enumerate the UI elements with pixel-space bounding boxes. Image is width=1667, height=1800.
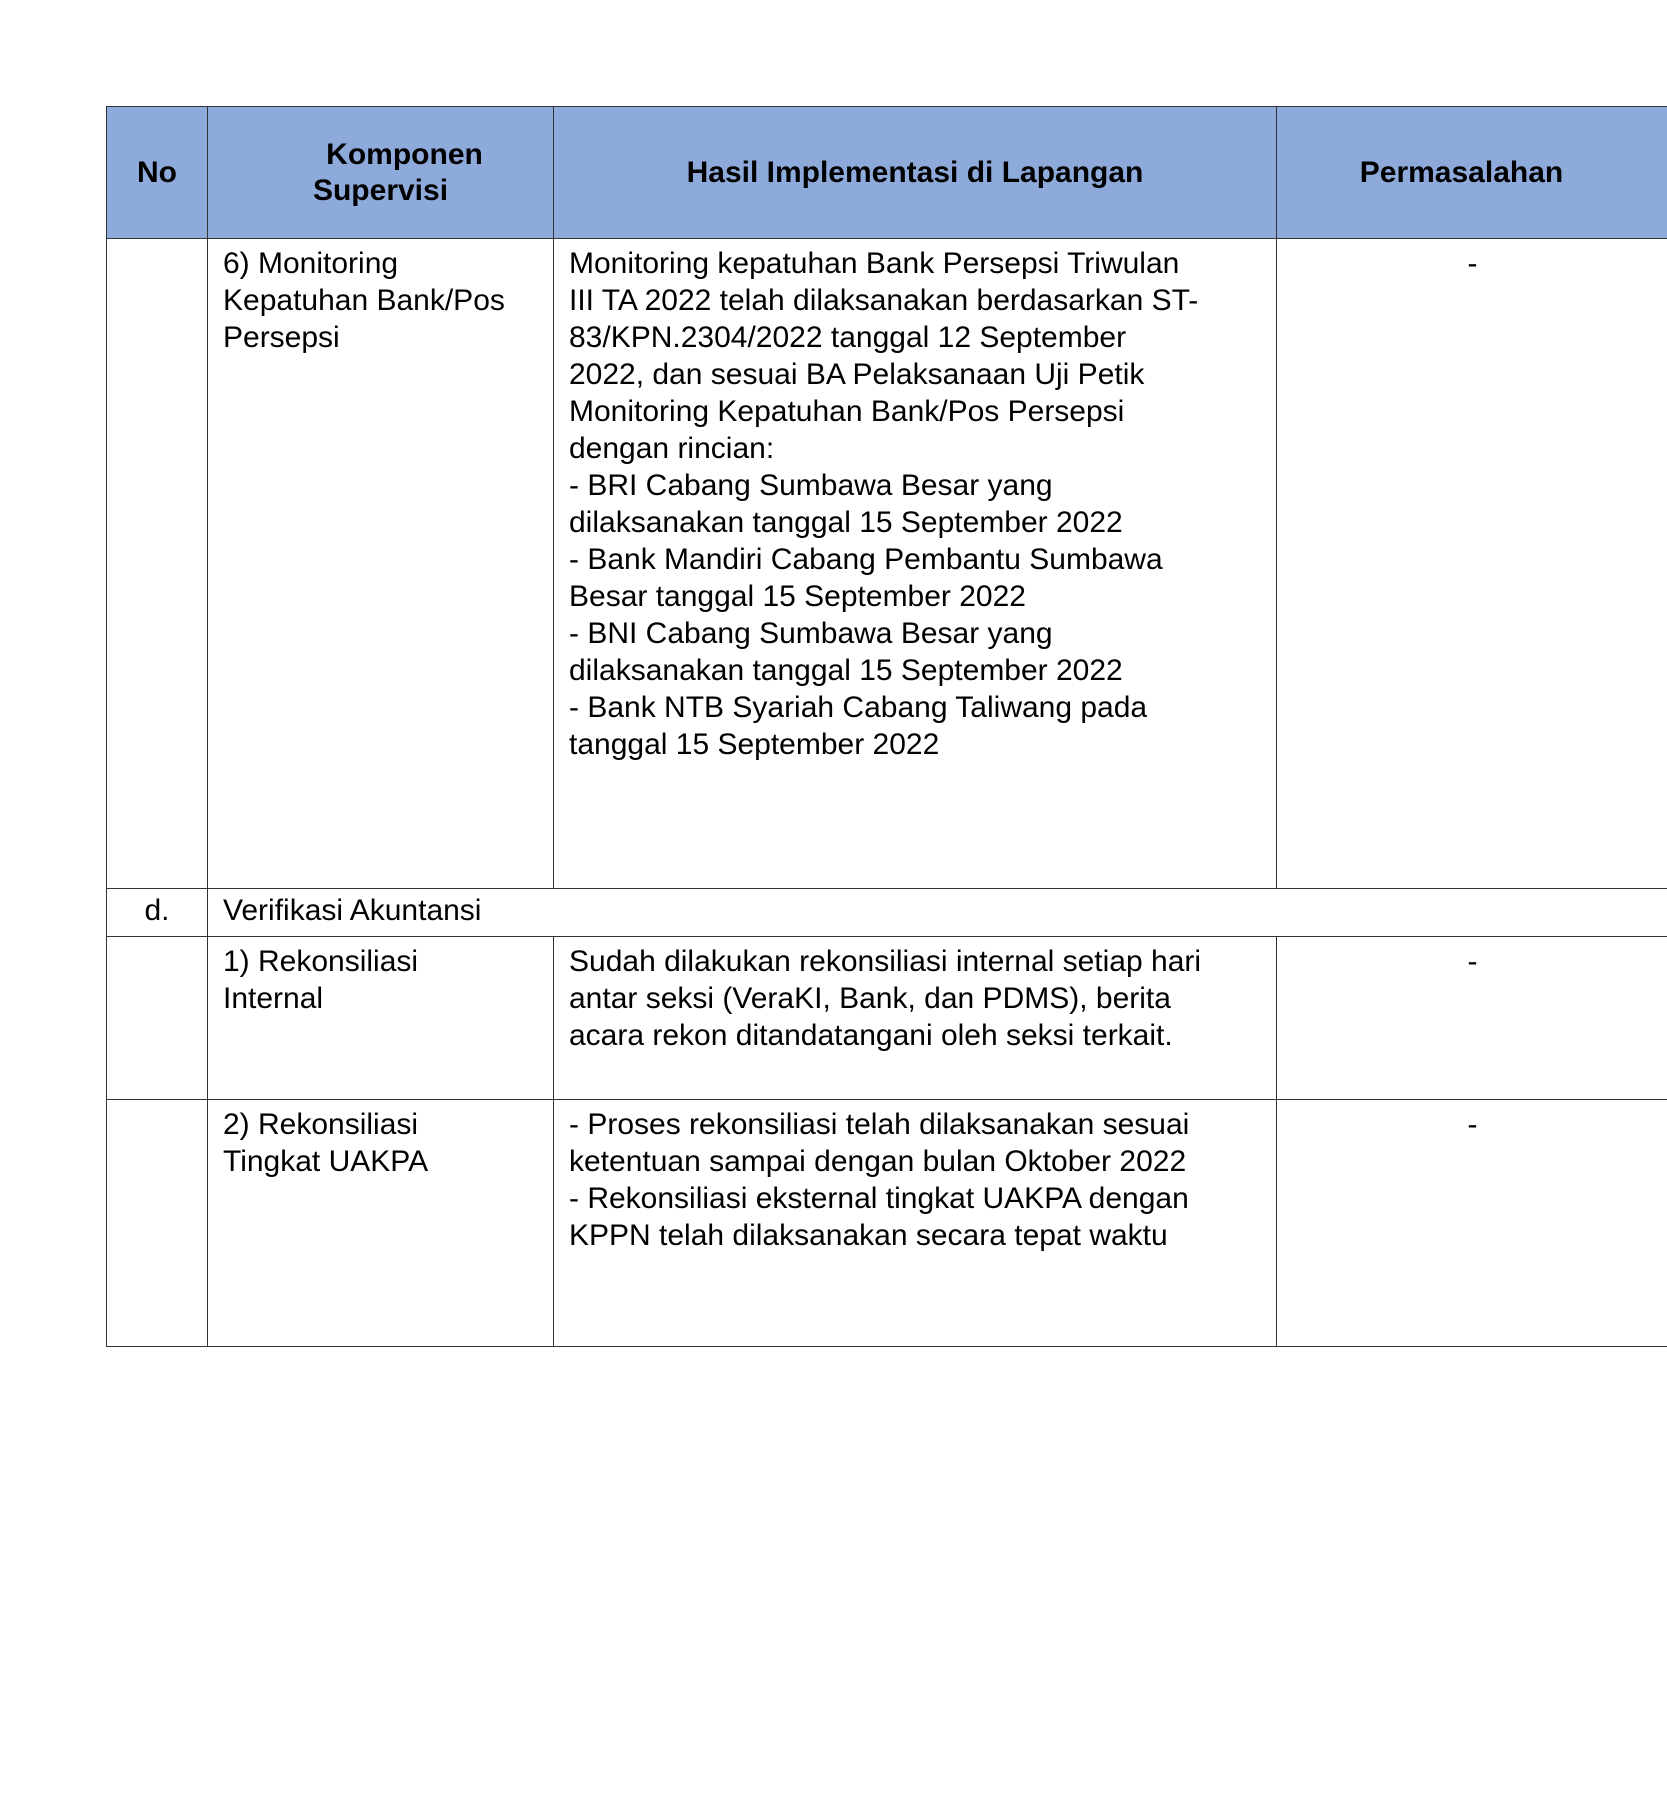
header-no xyxy=(107,107,208,239)
header-komponen-line2: Supervisi xyxy=(312,173,449,207)
header-no-label: No xyxy=(137,155,177,189)
table-row-2-hasil: Sudah dilakukan rekonsiliasi internal setiap hari antar seksi (VeraKI, Bank, dan PDMS), berita acara rekon ditandatangani oleh seksi terkait. xyxy=(554,937,1277,1100)
table-row-1-komponen: 6) Monitoring Kepatuhan Bank/Pos Persepsi xyxy=(208,239,554,889)
table-row-1-no xyxy=(107,239,208,889)
section-title: Verifikasi Akuntansi xyxy=(208,889,1667,937)
header-komponen-line1: Komponen xyxy=(326,137,483,171)
header-permasalahan xyxy=(1277,107,1667,239)
section-no: d. xyxy=(107,889,208,937)
header-permasalahan-label: Permasalahan xyxy=(1359,155,1564,189)
table-row-2-no xyxy=(107,937,208,1100)
table-row-1-hasil: Monitoring kepatuhan Bank Persepsi Triwulan III TA 2022 telah dilaksanakan berdasarkan ST- 83/KPN.2304/2022 tanggal 12 September 2022, dan sesuai BA Pelaksanaan Uji Petik Monitoring Kepatuhan Bank/Pos Persepsi dengan rincian: - BRI Cabang Sumbawa Besar yang dilaksanakan tanggal 15 September 2022 - Bank Mandiri Cabang Pembantu Sumbawa Besar tanggal 15 September 2022 - BNI Cabang Sumbawa Besar yang dilaksanakan tanggal 15 September 2022 - Bank NTB Syariah Cabang Taliwang pada tanggal 15 September 2022 xyxy=(554,239,1277,889)
table-row-1-permasalahan: - xyxy=(1277,239,1667,889)
table-row-3-no xyxy=(107,1100,208,1347)
header-hasil xyxy=(554,107,1277,239)
header-komponen xyxy=(208,107,554,239)
table-row-2-komponen: 1) Rekonsiliasi Internal xyxy=(208,937,554,1100)
table-row-2-permasalahan: - xyxy=(1277,937,1667,1100)
table-row-3-hasil: - Proses rekonsiliasi telah dilaksanakan sesuai ketentuan sampai dengan bulan Oktober 2022 - Rekonsiliasi eksternal tingkat UAKPA dengan KPPN telah dilaksanakan secara tepat waktu xyxy=(554,1100,1277,1347)
table-row-3-komponen: 2) Rekonsiliasi Tingkat UAKPA xyxy=(208,1100,554,1347)
table-row-3-permasalahan: - xyxy=(1277,1100,1667,1347)
supervision-table xyxy=(106,106,1667,1347)
header-hasil-label: Hasil Implementasi di Lapangan xyxy=(686,155,1144,189)
